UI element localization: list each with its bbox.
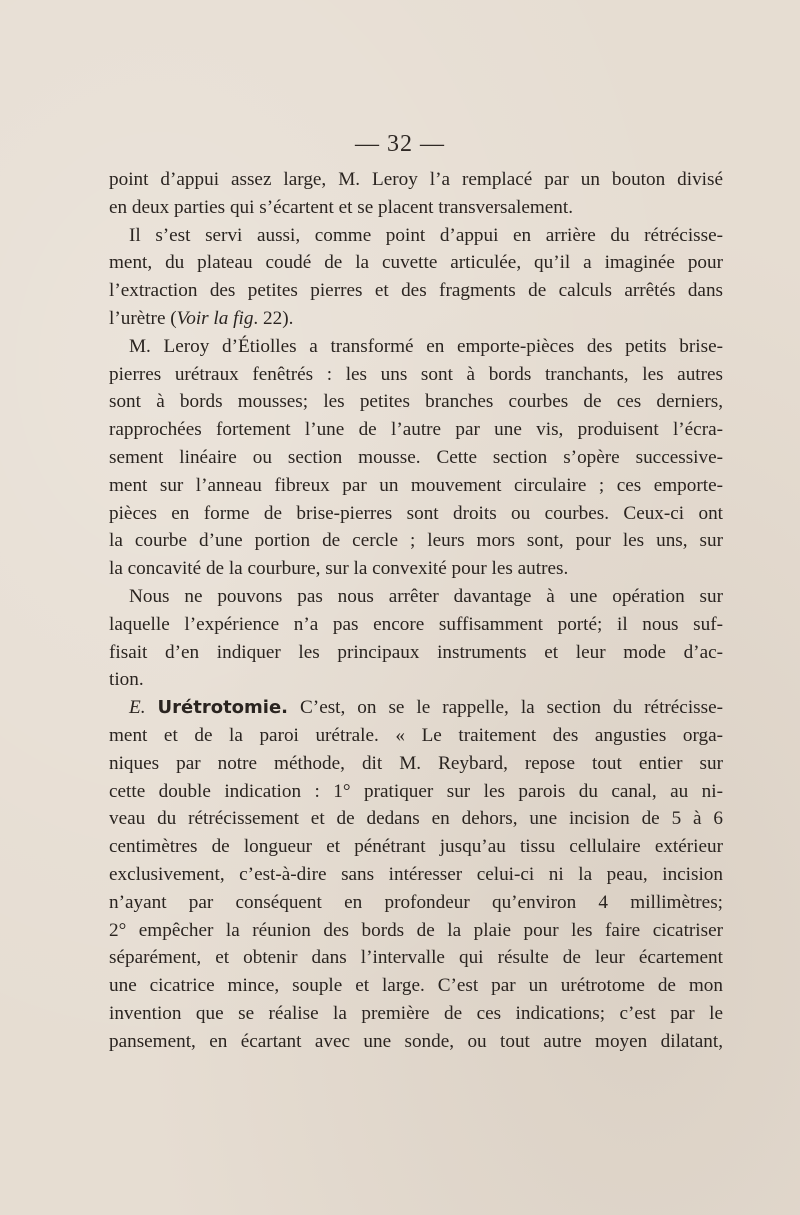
text-line [109, 444, 723, 472]
text-run: point d’appui assez large, M. Leroy l’a remplacé par un bouton divisé [109, 169, 723, 190]
text-line [109, 1028, 723, 1056]
text-line [109, 500, 723, 528]
text-run: la courbe d’une portion de cercle ; leurs mors sont, pour les uns, sur [109, 530, 723, 552]
text-run: laquelle l’expérience n’a pas encore suffisamment porté; il nous suf- [109, 613, 723, 635]
text-run: ment, du plateau coudé de la cuvette articulée, qu’il a imaginée pour [109, 252, 723, 274]
text-run: . 22). [253, 307, 294, 329]
text-run: rapprochées fortement l’une de l’autre par une vis, produisent l’écra- [109, 419, 723, 441]
text-run: pansement, en écartant avec une sonde, ou tout autre moyen dilatant, [109, 1030, 723, 1052]
text-line [109, 722, 723, 750]
text-run: Nous ne pouvons pas nous arrêter davantage à une opération sur [129, 585, 723, 607]
text-line [109, 416, 723, 444]
text-run: M. Leroy d’Étiolles a transformé en emporte-pièces des petits brise- [129, 335, 723, 357]
text-run: Voir la fig [176, 307, 254, 329]
text-line [109, 889, 723, 917]
text-line [109, 917, 723, 945]
body-text [109, 166, 723, 1056]
text-line [109, 805, 723, 833]
text-run: sement linéaire ou section mousse. Cette section s’opère successive- [109, 446, 723, 468]
text-line [109, 555, 723, 583]
text-run: l’urètre ( [109, 307, 177, 329]
text-line [109, 166, 723, 194]
text-line [109, 305, 723, 333]
text-line [109, 861, 723, 889]
text-run: Il s’est servi aussi, comme point d’appui en arrière du rétrécisse- [129, 224, 723, 246]
text-run: cette double indication : 1° pratiquer sur les parois du canal, au ni- [109, 780, 723, 802]
text-line [109, 583, 723, 611]
text-run: la concavité de la courbure, sur la convexité pour les autres. [109, 558, 569, 580]
text-run: séparément, et obtenir dans l’intervalle qui résulte de leur écartement [109, 947, 723, 969]
text-run: ment et de la paroi urétrale. « Le traitement des angusties orga- [109, 724, 723, 746]
text-run: fisait d’en indiquer les principaux instruments et leur mode d’ac- [109, 641, 723, 663]
page-number: — 32 — [355, 131, 445, 157]
text-line [109, 472, 723, 500]
text-line [109, 778, 723, 806]
text-run: tion. [109, 669, 144, 691]
text-line [109, 333, 723, 361]
text-line [109, 527, 723, 555]
text-line [109, 1000, 723, 1028]
text-line [109, 222, 723, 250]
text-run: ment sur l’anneau fibreux par un mouvement circulaire ; ces emporte- [109, 474, 723, 496]
text-line [109, 833, 723, 861]
text-line [109, 639, 723, 667]
text-run: l’extraction des petites pierres et des fragments de calculs arrêtés dans [109, 280, 723, 302]
text-line [109, 361, 723, 389]
text-run: E. [129, 697, 146, 719]
text-run: veau du rétrécissement et de dedans en dehors, une incision de 5 à 6 [109, 808, 723, 830]
text-run: centimètres de longueur et pénétrant jusqu’au tissu cellulaire extérieur [109, 836, 723, 858]
text-run: pièces en forme de brise-pierres sont droits ou courbes. Ceux-ci ont [109, 502, 723, 524]
text-line [109, 694, 723, 722]
text-run: C’est, on se le rappelle, la section du rétrécisse- [288, 697, 723, 719]
text-run: pierres urétraux fenêtrés : les uns sont à bords tranchants, les autres [109, 363, 723, 385]
text-run: une cicatrice mince, souple et large. C’est par un urétrotome de mon [109, 975, 723, 997]
text-run: exclusivement, c’est-à-dire sans intéresser celui-ci ni la peau, incision [109, 863, 723, 885]
text-run: niques par notre méthode, dit M. Reybard, repose tout entier sur [109, 752, 723, 774]
text-line [109, 277, 723, 305]
text-run: en deux parties qui s’écartent et se placent transversalement. [109, 196, 574, 218]
text-line [109, 249, 723, 277]
text-line [109, 611, 723, 639]
text-line [109, 944, 723, 972]
text-run: invention que se réalise la première de ces indications; c’est par le [109, 1002, 723, 1024]
text-run: sont à bords mousses; les petites branches courbes de ces derniers, [109, 391, 723, 413]
text-run: n’ayant par conséquent en profondeur qu’environ 4 millimètres; [109, 891, 723, 913]
text-line [109, 750, 723, 778]
text-line [109, 972, 723, 1000]
text-run: Urétrotomie. [157, 697, 289, 719]
text-line [109, 666, 723, 694]
text-line [109, 194, 723, 222]
text-run: 2° empêcher la réunion des bords de la plaie pour les faire cicatriser [109, 919, 723, 941]
text-line [109, 388, 723, 416]
